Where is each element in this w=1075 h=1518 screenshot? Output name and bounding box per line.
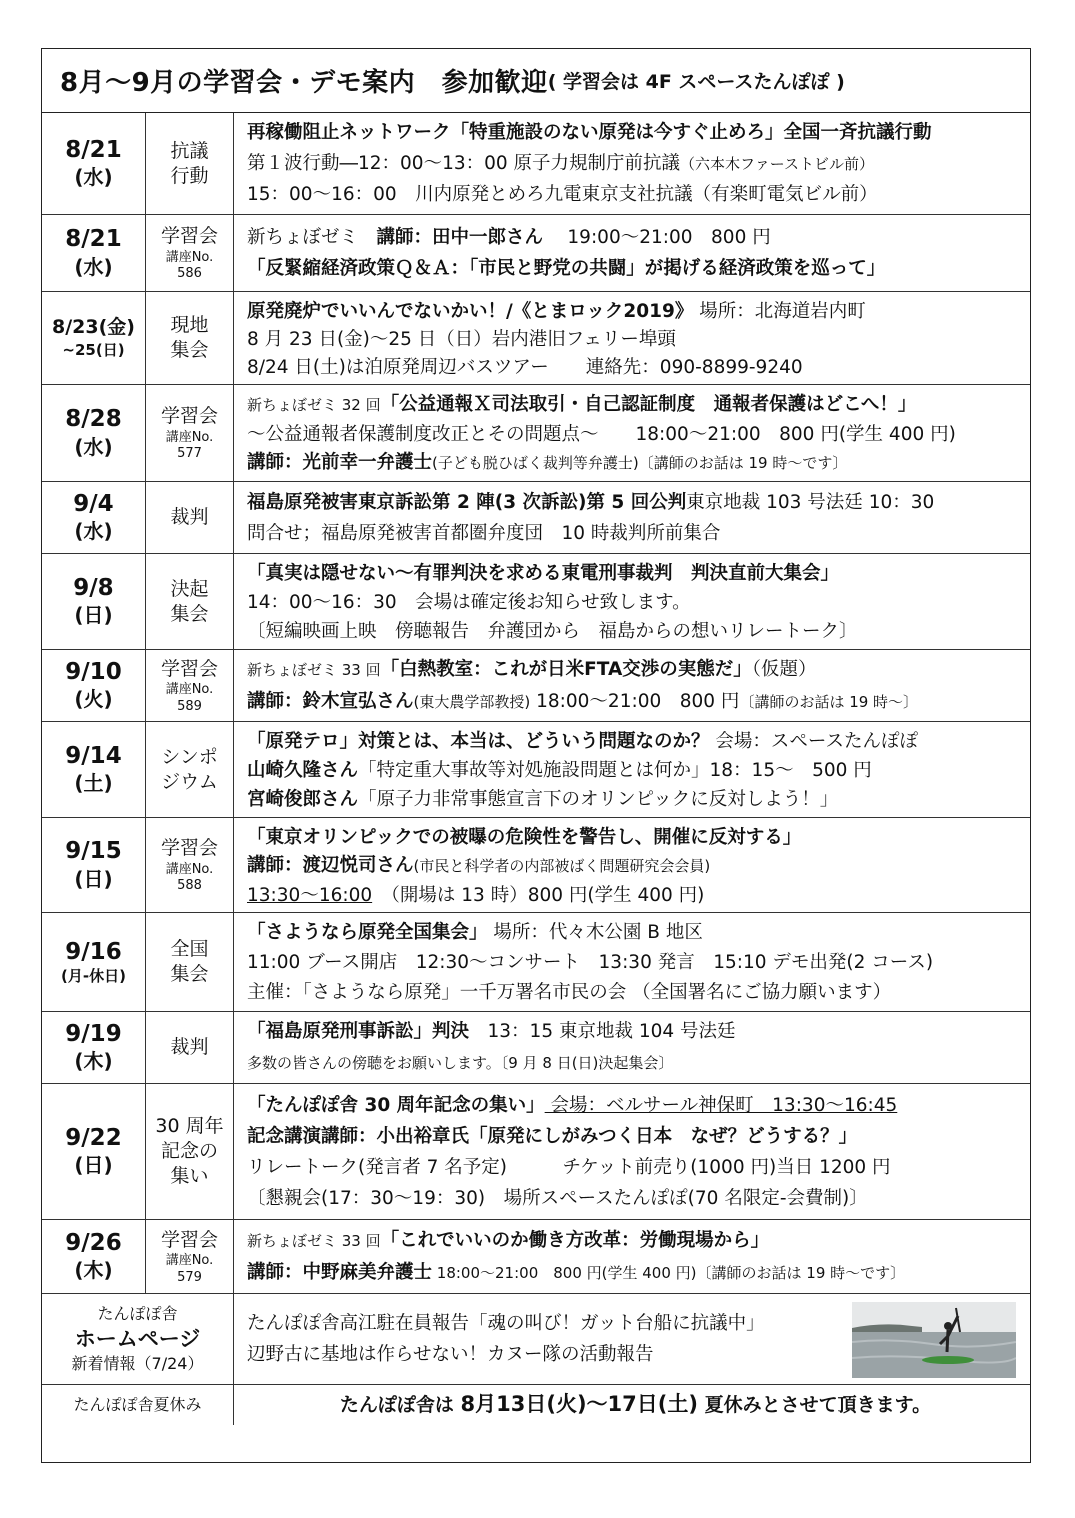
event-row (42, 215, 1030, 292)
event-type-label: 学習会 (160, 225, 218, 248)
event-detail-text: 会場：ベルサール神保町 13:30～16:45 (544, 1094, 898, 1116)
event-detail-line (247, 977, 1024, 1007)
event-weekday: (水) (74, 254, 113, 279)
event-date: 9/16 (65, 938, 122, 965)
event-detail-text: 11:00 ブース開店 12:30～コンサート 13:30 発言 15:10 デモ出発(2 コース) (247, 952, 934, 973)
event-detail-text: 多数の皆さんの傍聴をお願いします。〔9 月 8 日(日)決起集会〕 (247, 1054, 674, 1072)
event-date: 9/26 (65, 1229, 122, 1256)
event-date: 9/22 (65, 1124, 122, 1151)
event-type-label: 現地 (170, 314, 209, 337)
event-detail-text: 記念講演講師：小出裕章氏「原発にしがみつく日本 なぜ？どうする？」 (247, 1125, 858, 1147)
event-detail-line (247, 1257, 1024, 1289)
event-details (234, 482, 1030, 553)
event-details (234, 650, 1030, 721)
event-detail-line (247, 389, 1024, 419)
event-details (234, 818, 1030, 912)
event-detail-text: 18:00～21:00 800 円 (530, 690, 740, 712)
event-detail-line (247, 253, 1024, 284)
event-type-label: シンポ (161, 745, 218, 768)
homepage-org: たんぽぽ舎 (97, 1304, 178, 1324)
event-type-cell (146, 1012, 234, 1083)
event-date-cell (42, 385, 146, 481)
event-detail-text: 「さようなら原発全国集会」 (247, 922, 488, 943)
event-schedule-sheet (41, 48, 1031, 1463)
event-details (234, 913, 1030, 1011)
event-detail-text: 講師：中野麻美弁護士 (247, 1261, 433, 1283)
event-date-cell (42, 1012, 146, 1083)
event-date: 9/10 (65, 658, 122, 685)
event-detail-text: 「真実は隠せない～有罪判決を求める東電刑事裁判 判決直前大集会」 (247, 563, 840, 584)
event-detail-text: 問合せ；福島原発被害首都圏弁度団 10 時裁判所前集合 (247, 522, 721, 544)
event-detail-line (247, 616, 1024, 645)
event-detail-line (247, 117, 1024, 148)
event-detail-text: 〔短編映画上映 傍聴報告 弁護団から 福島からの想いリレートーク〕 (247, 621, 858, 642)
event-detail-text: 8/24 日(土)は泊原発周辺バスツアー 連絡先：090-8899-9240 (247, 357, 803, 378)
event-weekday: (木) (74, 1258, 113, 1283)
title-bar (42, 49, 1030, 113)
event-detail-text: 「反緊縮経済政策Ｑ＆Ａ：「市民と野党の共闘」が掲げる経済政策を巡って」 (247, 258, 886, 279)
event-weekday: (木) (74, 1049, 113, 1074)
event-detail-line (247, 179, 1024, 210)
event-weekday: ~25(日) (62, 340, 125, 359)
event-detail-line (247, 447, 1024, 477)
event-detail-text: 「たんぽぽ舎 30 周年記念の集い」 (247, 1094, 545, 1116)
event-detail-line (247, 654, 1024, 686)
event-type-label: ジウム (161, 770, 218, 793)
event-detail-line (247, 148, 1024, 180)
event-detail-line (247, 947, 1024, 977)
course-number: 577 (177, 446, 202, 462)
event-type-cell (146, 818, 234, 912)
event-date-cell (42, 818, 146, 912)
summer-notice-line (340, 1389, 931, 1421)
event-detail-text: 新ちょぼゼミ (247, 227, 377, 248)
event-detail-text: 主催：「さようなら原発」一千万署名市民の会 （全国署名にご協力願います） (247, 982, 892, 1003)
event-detail-line (247, 419, 1024, 448)
event-detail-line (247, 487, 1024, 518)
event-row (42, 482, 1030, 554)
summer-dates: 8月13日(火)～17日(土) (460, 1392, 698, 1416)
event-detail-text: 東京地裁 103 号法廷 10：30 (686, 491, 935, 513)
event-date: 8/28 (65, 406, 122, 433)
event-detail-line (247, 1090, 1024, 1121)
event-type-label: 集い (170, 1164, 209, 1187)
event-type-label: 裁判 (170, 1036, 209, 1059)
event-date: 9/4 (73, 490, 114, 517)
event-detail-line (247, 822, 1024, 850)
event-row (42, 722, 1030, 818)
event-date-cell (42, 113, 146, 214)
event-detail-text: （開場は 13 時）800 円(学生 400 円) (372, 884, 705, 906)
event-detail-text: 13:30～16:00 (247, 884, 373, 906)
event-detail-text: 「白熱教室：これが日米FTA交渉の実態だ」 (380, 659, 752, 680)
event-details (234, 1012, 1030, 1083)
event-detail-text: （六本木ファーストビル前） (680, 154, 874, 173)
event-detail-text: リレートーク(発言者 7 名予定) チケット前売り(1000 円)当日 1200 円 (247, 1156, 891, 1178)
event-detail-line (247, 558, 1024, 587)
event-type-label: 決起 (170, 577, 209, 600)
event-details (234, 385, 1030, 481)
event-detail-line (247, 1225, 1024, 1257)
event-type-cell (146, 292, 234, 384)
event-type-label: 全国 (170, 938, 209, 961)
event-detail-text: 新ちょぼゼミ 32 回 (247, 396, 381, 414)
event-type-label: 集会 (170, 963, 209, 985)
event-type-label: 裁判 (170, 506, 209, 529)
event-type-label: 記念の (160, 1140, 218, 1163)
course-number-label: 講座No. (165, 249, 214, 265)
event-detail-text: 「公益通報Ｘ司法取引・自己認証制度 通報者保護はどこへ！」 (380, 394, 917, 415)
event-date-cell (42, 722, 146, 817)
course-number-label: 講座No. (165, 682, 214, 698)
event-date: 8/21 (65, 226, 122, 253)
event-detail-text: 「原発テロ」対策とは、本当は、どういう問題なのか？ (247, 731, 710, 752)
event-type-cell (146, 385, 234, 481)
event-date-cell (42, 913, 146, 1011)
event-details (234, 1220, 1030, 1293)
event-detail-text: 「特定重大事故等対処施設問題とは何か」18：15～ 500 円 (358, 760, 872, 781)
event-detail-text: 再稼働阻止ネットワーク「特重施設のない原発は今すぐ止めろ」全国一斉抗議行動 (247, 122, 932, 143)
event-date: 9/19 (65, 1020, 122, 1047)
event-weekday: (火) (74, 687, 113, 712)
event-detail-line (247, 1047, 1024, 1079)
event-detail-text: 山崎久隆さん (247, 760, 359, 781)
event-date-cell (42, 650, 146, 721)
event-detail-text: 19:00～21:00 800 円 (543, 227, 771, 248)
event-date-cell (42, 292, 146, 384)
event-detail-line (247, 352, 1024, 380)
event-type-cell (146, 722, 234, 817)
event-detail-text: (東大農学部教授) (413, 692, 531, 711)
event-details (234, 1084, 1030, 1219)
event-row (42, 113, 1030, 215)
event-detail-line (247, 917, 1024, 947)
event-type-cell (146, 215, 234, 291)
canoe-photo (852, 1302, 1016, 1378)
event-details (234, 215, 1030, 291)
event-type-label: 集会 (170, 339, 209, 361)
event-type-label: 学習会 (160, 837, 218, 860)
event-weekday: (日) (74, 866, 113, 891)
event-detail-text: 講師：光前幸一弁護士 (247, 452, 433, 474)
event-detail-text: 講師：田中一郎さん (376, 227, 544, 248)
event-type-label: 学習会 (160, 1228, 218, 1251)
event-type-label: 学習会 (160, 405, 218, 428)
event-detail-line (247, 850, 1024, 879)
event-type-cell (146, 113, 234, 214)
event-type-cell (146, 554, 234, 649)
event-detail-line (247, 1183, 1024, 1214)
event-date: 8/23(金) (52, 316, 135, 338)
event-details (234, 292, 1030, 384)
event-detail-text: 宮崎俊郎さん (247, 789, 359, 810)
event-type-label: 学習会 (160, 657, 218, 680)
event-row (42, 1220, 1030, 1294)
event-detail-text: ～公益通報者保護制度改正とその問題点～ 18:00～21:00 800 円(学生 400 円) (247, 423, 956, 445)
event-detail-text: 「原子力非常事態宣言下のオリンピックに反対しよう！」 (358, 789, 839, 810)
event-type-cell (146, 1084, 234, 1219)
course-number: 589 (177, 698, 202, 714)
event-weekday: (水) (74, 165, 113, 190)
event-row (42, 913, 1030, 1012)
page-title: 8月～9月の学習会・デモ案内 参加歓迎 (60, 68, 548, 98)
event-date: 9/14 (65, 742, 122, 769)
event-weekday: (日) (74, 603, 113, 628)
course-number-label: 講座No. (165, 861, 214, 877)
event-detail-line (247, 880, 1024, 908)
event-detail-text: 13：15 東京地裁 104 号法廷 (469, 1021, 736, 1042)
event-detail-text: 〔講師のお話は 19 時～〕 (739, 692, 919, 711)
event-detail-text: 場所：北海道岩内町 (693, 301, 866, 322)
event-details (234, 113, 1030, 214)
event-date-cell (42, 215, 146, 291)
event-row (42, 1012, 1030, 1084)
event-detail-line (247, 1121, 1024, 1152)
event-detail-text: 15：00～16：00 川内原発とめろ九電東京支社抗議（有楽町電気ビル前） (247, 184, 878, 206)
event-weekday: (土) (74, 771, 113, 796)
title-venue-note: ( 学習会は 4F スペースたんぽぽ ) (547, 71, 845, 93)
event-detail-text: 講師：鈴木宣弘さん (247, 690, 414, 712)
event-type-label: 30 周年 (155, 1115, 224, 1138)
summer-text-post: 夏休みとさせて頂きます。 (697, 1394, 932, 1416)
event-details (234, 554, 1030, 649)
event-type-label: 行動 (170, 164, 209, 187)
event-weekday: (月-休日) (61, 967, 126, 986)
event-date: 9/8 (73, 574, 114, 601)
event-row (42, 650, 1030, 722)
event-date-cell (42, 1084, 146, 1219)
event-details (234, 722, 1030, 817)
homepage-report-link[interactable]: 辺野古に基地は作らせない！カヌー隊の活動報告 (247, 1344, 654, 1365)
event-detail-line (247, 324, 1024, 352)
event-date-cell (42, 554, 146, 649)
homepage-row (42, 1294, 1030, 1385)
event-type-label: 抗議 (170, 139, 209, 162)
event-weekday: (日) (74, 1153, 113, 1178)
event-detail-line (247, 518, 1024, 549)
course-number: 579 (177, 1269, 202, 1285)
event-type-label: 集会 (170, 602, 209, 625)
event-detail-line (247, 726, 1024, 755)
event-detail-text: 会場：スペースたんぽぽ (709, 731, 918, 752)
summer-label-cell (42, 1385, 234, 1425)
event-row (42, 292, 1030, 385)
event-weekday: (水) (74, 434, 113, 459)
homepage-updated: 新着情報（7/24） (71, 1354, 204, 1374)
course-number: 586 (177, 266, 202, 282)
summer-break-row (42, 1385, 1030, 1425)
event-row (42, 1084, 1030, 1220)
course-number: 588 (177, 878, 202, 894)
event-row (42, 554, 1030, 650)
event-date-cell (42, 482, 146, 553)
event-detail-text: 場所：代々木公園 B 地区 (487, 922, 703, 943)
event-weekday: (水) (74, 519, 113, 544)
course-number-label: 講座No. (165, 429, 214, 445)
summer-label: たんぽぽ舎夏休み (73, 1394, 202, 1414)
event-detail-text: 第１波行動―12：00～13：00 原子力規制庁前抗議 (247, 152, 681, 174)
event-detail-text: 「東京オリンピックでの被曝の危険性を警告し、開催に反対する」 (247, 827, 802, 848)
homepage-label-cell (42, 1294, 234, 1384)
event-detail-line (247, 222, 1024, 253)
event-detail-text: 「福島原発刑事訴訟」判決 (247, 1021, 470, 1042)
event-detail-text: 「これでいいのか働き方改革：労働現場から」 (380, 1229, 770, 1251)
course-number-label: 講座No. (165, 1253, 214, 1269)
event-type-cell (146, 482, 234, 553)
event-detail-line (247, 755, 1024, 784)
event-detail-line (247, 784, 1024, 813)
event-detail-line (247, 587, 1024, 616)
event-row (42, 818, 1030, 913)
summer-text-pre: たんぽぽ舎は (339, 1394, 461, 1416)
event-detail-text: （仮題） (751, 659, 817, 680)
event-type-cell (146, 1220, 234, 1293)
event-detail-text: 14：00～16：30 会場は確定後お知らせ致します。 (247, 592, 691, 613)
event-detail-text: 〔懇親会(17：30～19：30) 場所スペースたんぽぽ(70 名限定-会費制)〕 (247, 1187, 868, 1209)
event-detail-line (247, 686, 1024, 718)
homepage-report-link[interactable]: たんぽぽ舎高江駐在員報告「魂の叫び！ガット台船に抗議中」 (247, 1313, 765, 1334)
event-date-cell (42, 1220, 146, 1293)
summer-notice (234, 1385, 1030, 1425)
event-detail-text: 18:00～21:00 800 円(学生 400 円)〔講師のお話は 19 時～です〕 (432, 1263, 906, 1282)
homepage-link[interactable]: ホームページ (74, 1327, 201, 1352)
event-date: 8/21 (65, 136, 122, 163)
event-detail-text: 講師：渡辺悦司さん (247, 855, 414, 877)
event-detail-line (247, 296, 1024, 324)
event-detail-text: 8 月 23 日(金)～25 日（日）岩内港旧フェリー埠頭 (247, 329, 676, 350)
event-row (42, 385, 1030, 482)
event-detail-text: 新ちょぼゼミ 33 回 (247, 661, 381, 679)
event-detail-text: 原発廃炉でいいんでないかい！/《とまロック2019》 (247, 301, 694, 322)
event-date: 9/15 (65, 838, 122, 865)
event-type-cell (146, 650, 234, 721)
event-detail-text: (市民と科学者の内部被ばく問題研究会会員) (413, 857, 711, 876)
event-detail-text: (子ども脱ひばく裁判等弁護士)〔講師のお話は 19 時～です〕 (432, 454, 848, 473)
event-type-cell (146, 913, 234, 1011)
event-detail-line (247, 1016, 1024, 1047)
event-detail-text: 新ちょぼゼミ 33 回 (247, 1231, 381, 1250)
event-detail-text: 福島原発被害東京訴訟第 2 陣(3 次訴訟)第 5 回公判 (247, 491, 687, 513)
event-detail-line (247, 1152, 1024, 1183)
homepage-reports (234, 1294, 1030, 1384)
